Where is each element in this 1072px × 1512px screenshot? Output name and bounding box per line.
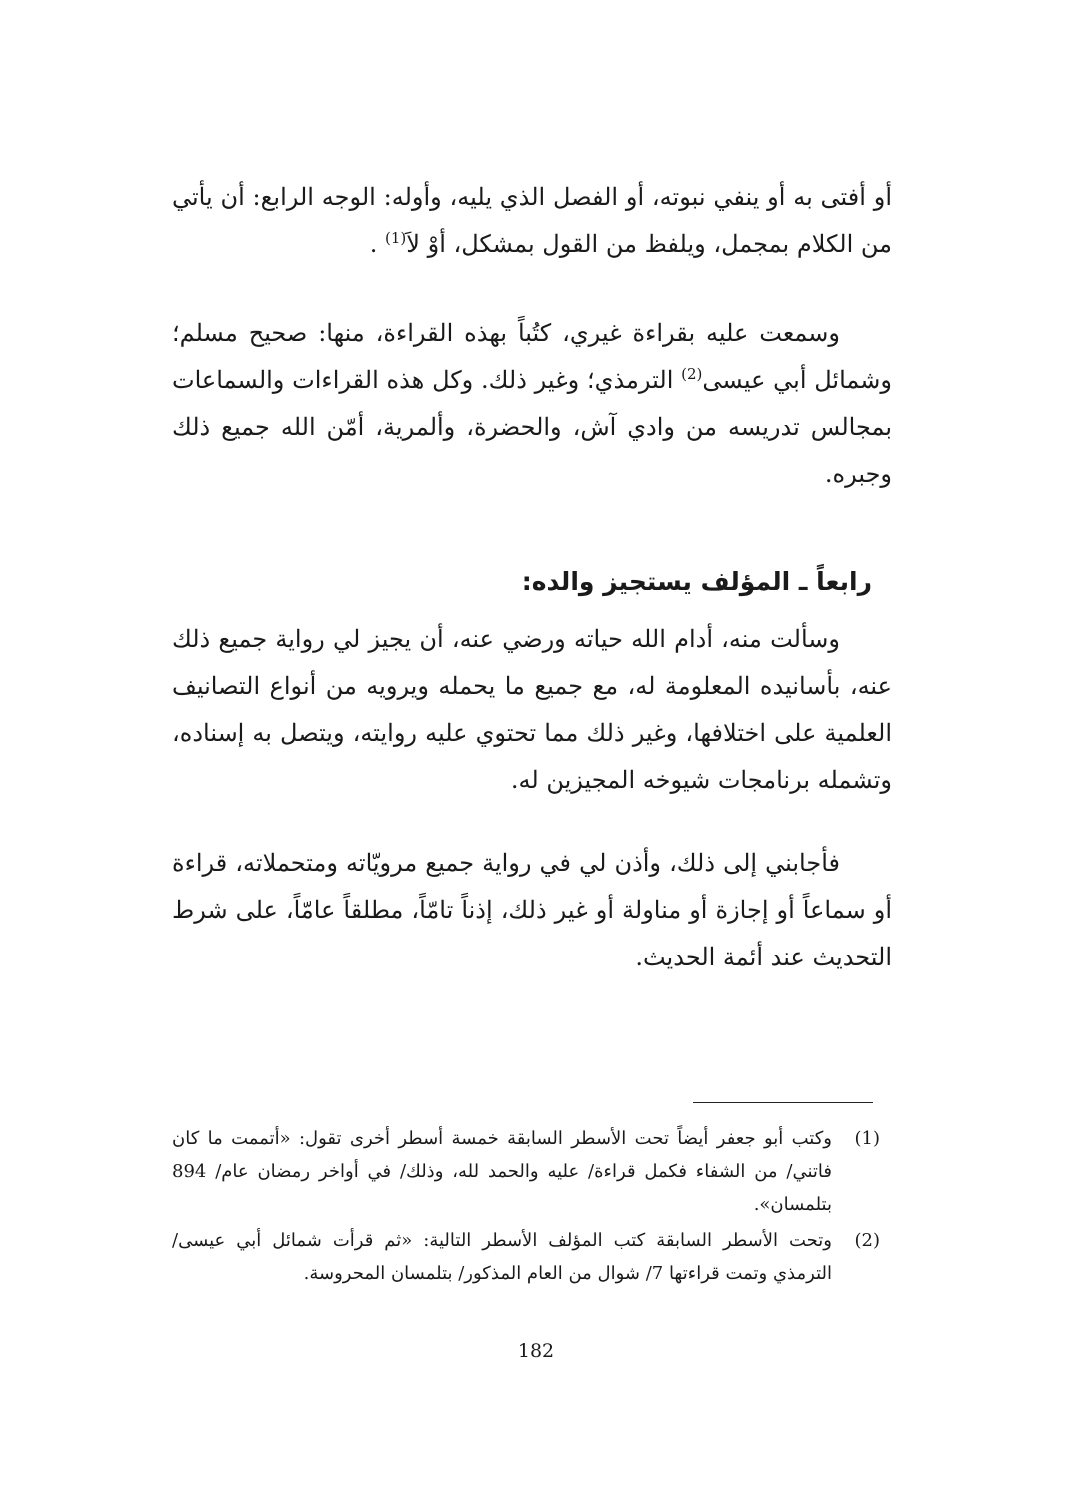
footnote-reference-1[interactable]: (1) (385, 229, 407, 247)
paragraph-1-part-b: . (369, 230, 386, 258)
footnote-1-text: وكتب أبو جعفر أيضاً تحت الأسطر السابقة خمسة أسطر أخرى تقول: «أتممت ما كان فاتني/ من الشفاء فكمل قراءة/ عليه والحمد لله، وذلك/ في أواخر رمضان عام/ 894 بتلمسان». (172, 1128, 832, 1215)
footnote-1-number: (1) (854, 1128, 880, 1149)
paragraph-4 (172, 840, 892, 981)
footnote-2 (172, 1224, 880, 1290)
paragraph-2-part-b: الترمذي؛ وغير ذلك. وكل هذه القراءات والسماعات بمجالس تدريسه من وادي آش، والحضرة، وألمرية، أمّن الله جميع ذلك وجبره. (172, 366, 893, 488)
paragraph-2-part-a: وسمعت عليه بقراءة غيري، كتُباً بهذه القراءة، منها: صحيح مسلم؛ وشمائل أبي عيسى (172, 319, 892, 394)
footnote-1 (172, 1122, 880, 1221)
paragraph-2 (172, 310, 892, 498)
paragraph-1-part-a: أو أفتى به أو ينفي نبوته، أو الفصل الذي يليه، وأوله: الوجه الرابع: أن يأتي من الكلام بمجمل، ويلفظ من القول بمشكل، أوْ لاَ (172, 183, 892, 258)
paragraph-3 (172, 616, 892, 804)
paragraph-1 (172, 174, 892, 268)
footnote-separator (693, 1102, 873, 1103)
paragraph-2-text (172, 310, 892, 498)
page-number: 182 (517, 1340, 555, 1362)
footnote-2-number: (2) (854, 1230, 880, 1251)
footnotes-section (172, 1122, 880, 1293)
footnote-reference-2[interactable]: (2) (681, 365, 703, 383)
footnote-2-text: وتحت الأسطر السابقة كتب المؤلف الأسطر التالية: «ثم قرأت شمائل أبي عيسى/ الترمذي وتمت قراءتها 7/ شوال من العام المذكور/ بتلمسان المحروسة. (172, 1230, 832, 1284)
paragraph-4-text: فأجابني إلى ذلك، وأذن لي في رواية جميع مرويّاته ومتحملاته، قراءة أو سماعاً أو إجازة أو مناولة أو غير ذلك، إذناً تامّاً، مطلقاً عامّاً، على شرط التحديث عند أئمة الحديث. (172, 849, 892, 971)
paragraph-3-text: وسألت منه، أدام الله حياته ورضي عنه، أن يجيز لي رواية جميع ذلك عنه، بأسانيده المعلومة له، مع جميع ما يحمله ويرويه من أنواع التصانيف العلمية على اختلافها، وغير ذلك مما تحتوي عليه روايته، ويتصل به إسناده، وتشمله برنامجات شيوخه المجيزين له. (172, 625, 892, 794)
section-heading: رابعاً ـ المؤلف يستجيز والده: (521, 567, 872, 596)
paragraph-1-text (172, 174, 892, 268)
